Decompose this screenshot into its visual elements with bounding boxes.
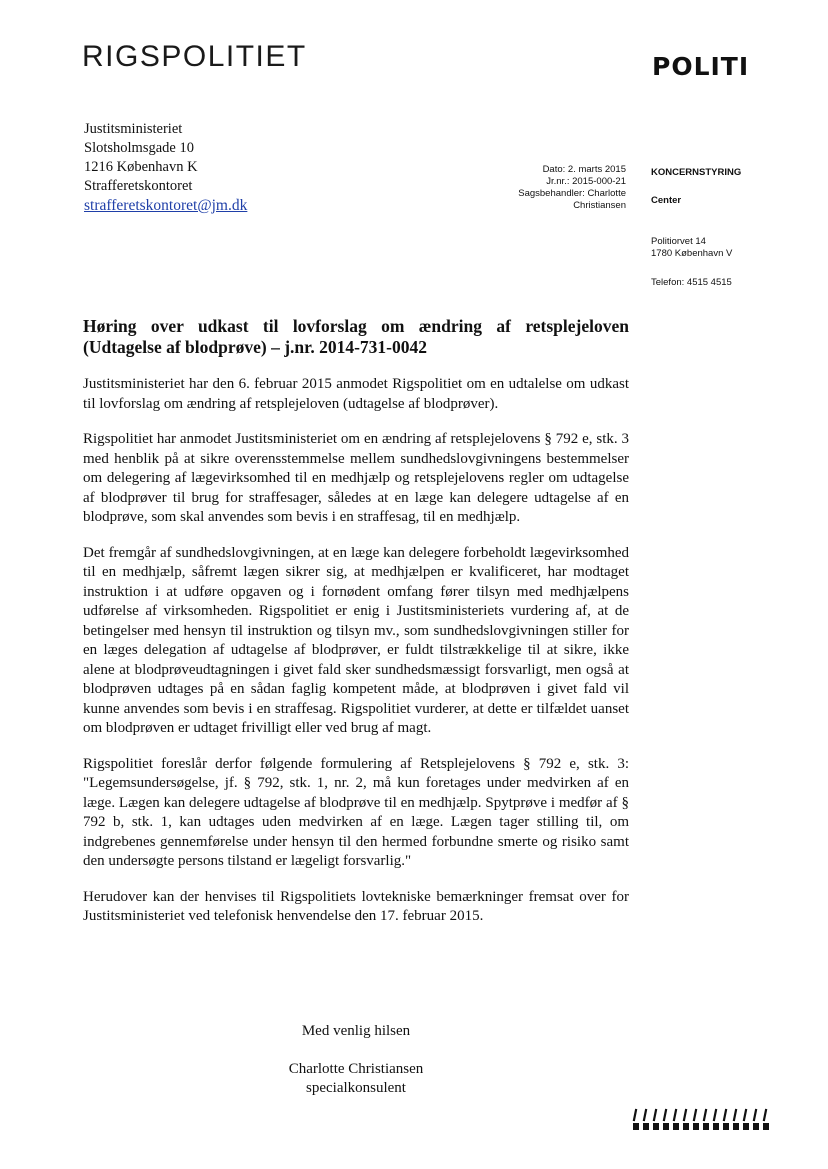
meta-case-handler-cont: Christiansen	[573, 200, 626, 211]
recipient-email-link[interactable]: strafferetskontoret@jm.dk	[84, 197, 248, 214]
signatory-name: Charlotte Christiansen	[288, 1060, 424, 1077]
sender-city: 1780 København V	[651, 248, 733, 259]
sender-phone: Telefon: 4515 4515	[651, 277, 732, 288]
recipient-line: Strafferetskontoret	[84, 178, 193, 194]
body-paragraph: Det fremgår af sundhedslovgivningen, at en læge kan delegere forbeholdt lægevirksomhed til en medhjælp, såfremt lægen sikrer sig, at medhjælpen er kvalificeret, har modtaget instruktion i at udføre opgaven og i fornødent omfang fører tilsyn med medhjælpens udførelse af virksomheden. Rigspolitiet er enig i Justitsministeriets vurdering af, at de betingelser med hensyn til instruktion og tilsyn mv., som sundhedslovgivningen stiller for en læges delegation af udtagelse af blodprøver, er fuldt tilstrækkelige til at sikre, ikke alene at blodprøveudtagningen i givet fald sker sundhedsmæssigt forsvarligt, men også at blodprøven udtages på en sådan faglig kompetent måde, at blodprøven i givet fald vil kunne anvendes som bevis i en straffesag. Rigspolitiet vurderer, at dette er tilfældet uanset om blodprøven er udtaget frivilligt eller ved brug af magt.	[83, 544, 629, 736]
signatory-title: specialkonsulent	[306, 1080, 406, 1096]
body-paragraph: Herudover kan der henvises til Rigspolitiets lovtekniske bemærkninger fremsat over for Justitsministeriet ved telefonisk henvendelse den 17. februar 2015.	[83, 888, 629, 924]
spacer	[651, 179, 741, 195]
barcode-mark-icon	[632, 1108, 772, 1132]
sender-address	[651, 236, 732, 260]
body-paragraph: Rigspolitiet foreslår derfor følgende formulering af Retsplejelovens § 792 e, stk. 3: "Legemsundersøgelse, jf. § 792, stk. 1, nr. 2, må kun foretages under medvirken af en læge. Lægen kan delegere udtagelse af blodprøve til en medhjælp. Spytprøve i medfør af § 792 b, stk. 1, kan udtages uden medvirken af en læge. Lægen tager stilling til, om indgrebenes gennemførelse under hensyn til den hermed forbundne smerte og risiko samt den undersøgte persons tilstand er lægeligt forsvarlig."	[83, 755, 629, 869]
department-block	[651, 167, 741, 207]
meta-journal-number: Jr.nr.: 2015-000-21	[546, 176, 626, 187]
body-paragraph: Rigspolitiet har anmodet Justitsministeriet om en ændring af retsplejelovens § 792 e, stk. 3 med henblik på at sikre overensstemmelse mellem sundhedslovgivningens bestemmelser om delegering af lægevirksomhed til en medhjælp og retsplejelovens regler om udtagelse af blodprøver til brug for straffesager, således at en læge kan delegere udtagelse af en blodprøve, som skal anvendes som bevis i en straffesag, til en medhjælp.	[83, 431, 629, 525]
department-unit: KONCERNSTYRING	[651, 167, 742, 178]
meta-date: Dato: 2. marts 2015	[542, 164, 626, 175]
recipient-line: Slotsholmsgade 10	[84, 140, 194, 156]
letter-subject: Høring over udkast til lovforslag om ændring af retsplejeloven (Udtagelse af blodprøve) – j.nr. 2014-731-0042	[83, 316, 629, 357]
body-paragraph: Justitsministeriet har den 6. februar 2015 anmodet Rigspolitiet om en udtalelse om udkast til lovforslag om ændring af retsplejeloven (udtagelse af blodprøver).	[83, 376, 629, 412]
sender-street: Politiorvet 14	[651, 236, 706, 247]
letter-closing	[83, 1022, 629, 1099]
recipient-address	[84, 120, 247, 215]
politi-logo: POLITI	[652, 52, 750, 81]
page-title: RIGSPOLITIET	[82, 40, 307, 73]
recipient-line: Justitsministeriet	[84, 121, 183, 137]
closing-greeting: Med venlig hilsen	[301, 1023, 411, 1039]
recipient-line: 1216 København K	[84, 159, 198, 175]
meta-case-handler: Sagsbehandler: Charlotte	[518, 188, 626, 199]
department-center: Center	[651, 195, 682, 206]
letter-body	[83, 375, 629, 943]
document-meta	[480, 164, 626, 212]
